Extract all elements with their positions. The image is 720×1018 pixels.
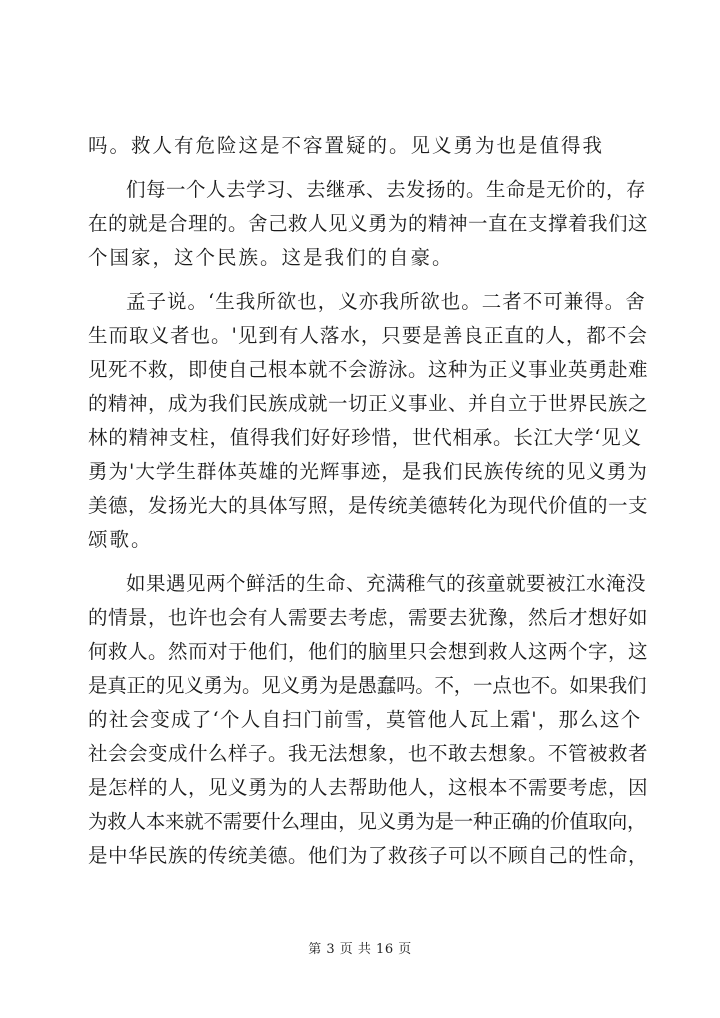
text-line: 们每一个人去学习、去继承、去发扬的。生命是无价的，存: [126, 178, 647, 201]
text-line: 颂歌。: [88, 528, 153, 551]
text-line: 的精神，成为我们民族成就一切正义事业、并自立于世界民族之: [88, 392, 649, 415]
text-line: 何救人。然而对于他们，他们的脑里只会想到救人这两个字，这: [88, 640, 649, 663]
text-line: 吗。救人有危险这是不容置疑的。见义勇为也是值得我: [88, 134, 605, 157]
text-line: 的社会变成了‘个人自扫门前雪，莫管他人瓦上霜'，那么这个: [88, 708, 642, 731]
text-line: 是中华民族的传统美德。他们为了救孩子可以不顾自己的性命，: [88, 844, 649, 867]
page-number-footer: 第 3 页 共 16 页: [308, 942, 412, 957]
text-line: 是怎样的人，见义勇为的人去帮助他人，这根本不需要考虑，因: [88, 776, 649, 799]
text-line: 在的就是合理的。舍己救人见义勇为的精神一直在支撑着我们这: [88, 212, 649, 235]
text-line: 为救人本来就不需要什么理由，见义勇为是一种正确的价值取向，: [88, 810, 647, 833]
text-line: 美德，发扬光大的具体写照，是传统美德转化为现代价值的一支: [88, 494, 649, 517]
text-line: 孟子说。‘生我所欲也，义亦我所欲也。二者不可兼得。舍: [126, 290, 646, 313]
text-line: 个国家，这个民族。这是我们的自豪。: [88, 246, 454, 269]
text-line: 如果遇见两个鲜活的生命、充满稚气的孩童就要被江水淹没: [126, 572, 647, 595]
text-line: 见死不救，即使自己根本就不会游泳。这种为正义事业英勇赴难: [88, 358, 649, 381]
text-line: 勇为'大学生群体英雄的光辉事迹，是我们民族传统的见义勇为: [88, 460, 648, 483]
text-line: 是真正的见义勇为。见义勇为是愚蠢吗。不，一点也不。如果我们: [88, 674, 647, 697]
text-line: 生而取义者也。'见到有人落水，只要是善良正直的人，都不会: [88, 324, 648, 347]
text-line: 林的精神支柱，值得我们好好珍惜，世代相承。长江大学‘见义: [88, 426, 642, 449]
text-line: 社会会变成什么样子。我无法想象，也不敢去想象。不管被救者: [88, 742, 649, 765]
text-line: 的情景，也许也会有人需要去考虑，需要去犹豫，然后才想好如: [88, 606, 649, 629]
